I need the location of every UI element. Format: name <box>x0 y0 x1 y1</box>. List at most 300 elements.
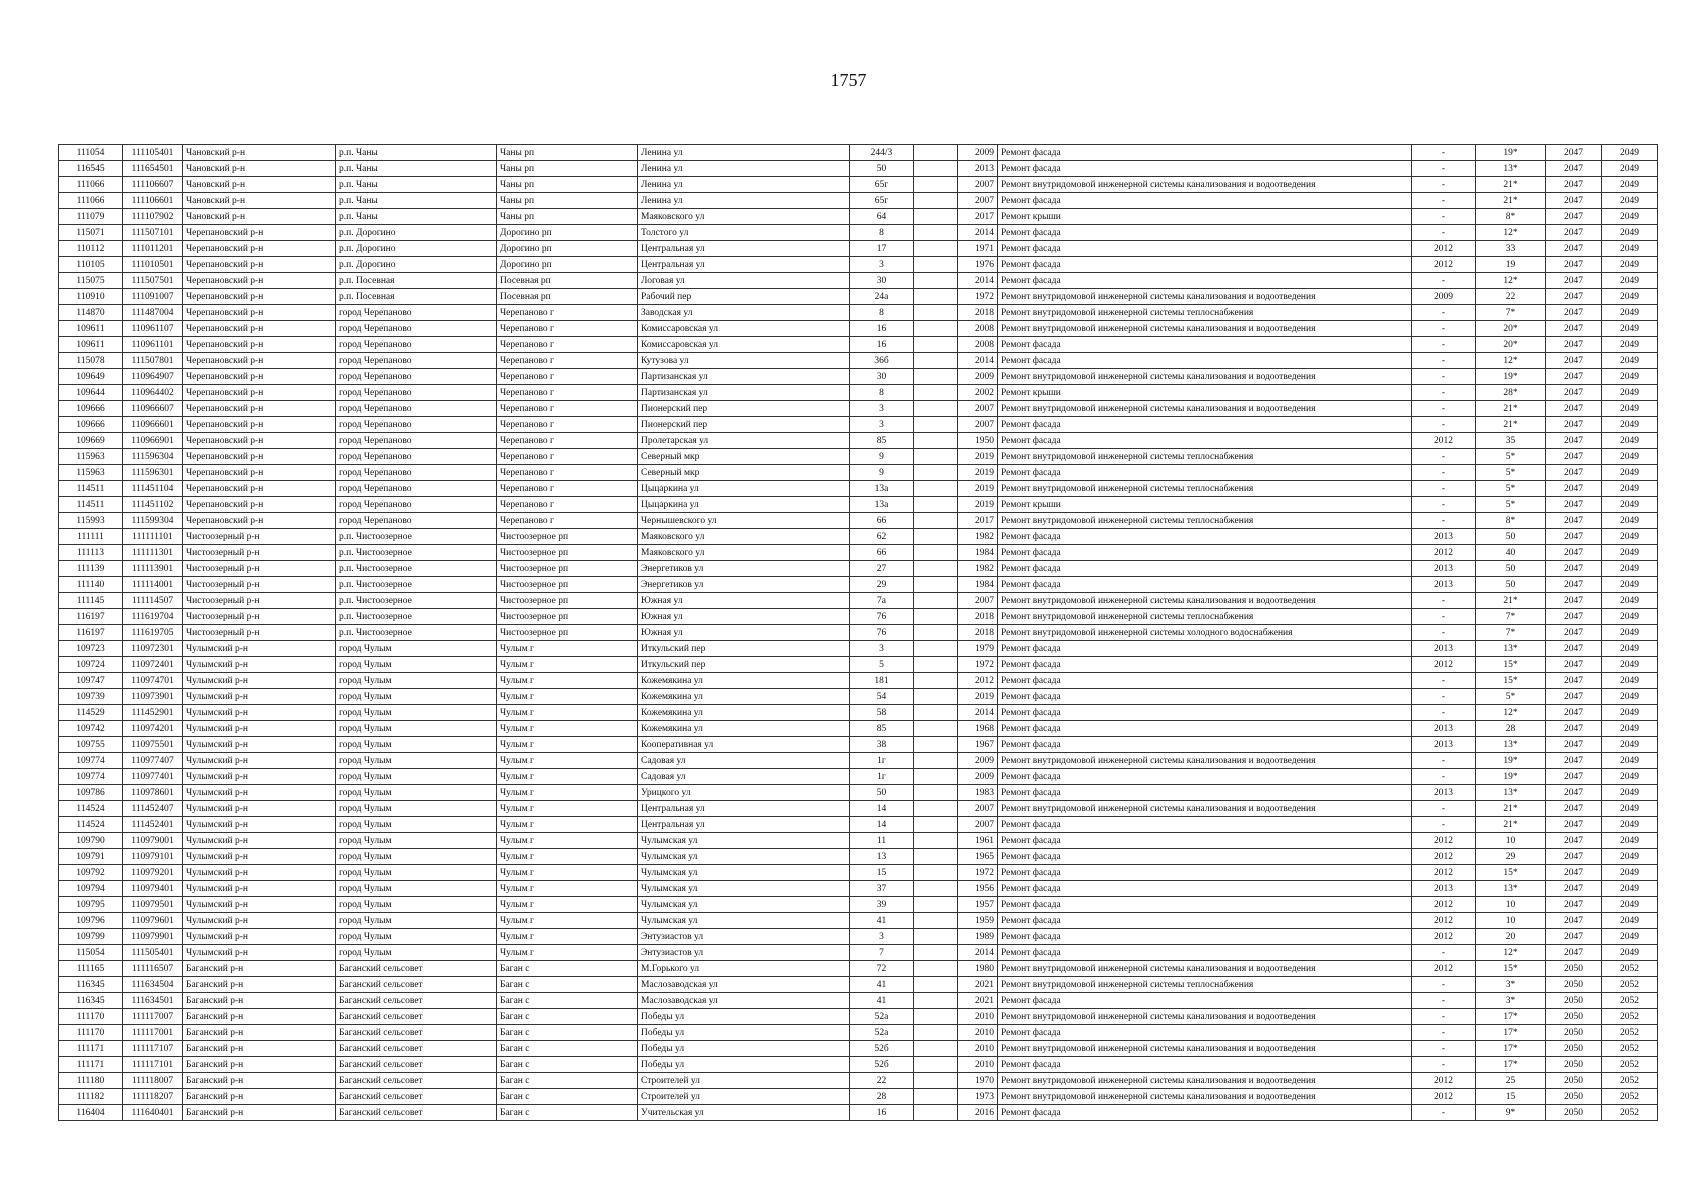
house-number-cell: 66 <box>850 513 914 529</box>
locality-cell: Черепаново г <box>497 369 638 385</box>
plan-end-year-cell: 2052 <box>1602 961 1658 977</box>
house-id-cell: 109799 <box>59 929 123 945</box>
work-code-cell: 111452401 <box>123 817 183 833</box>
last-repair-year-cell: - <box>1412 609 1476 625</box>
blank-cell-cell <box>914 161 958 177</box>
street-cell: Победы ул <box>638 1041 850 1057</box>
blank-cell-cell <box>914 433 958 449</box>
settlement-cell: Баганский сельсовет <box>336 977 497 993</box>
street-cell: Чулымская ул <box>638 913 850 929</box>
service-years-cell: 12* <box>1476 945 1546 961</box>
house-number-cell: 16 <box>850 1105 914 1121</box>
last-repair-year-cell: 2012 <box>1412 241 1476 257</box>
street-cell: Северный мкр <box>638 449 850 465</box>
build-year-cell: 1976 <box>958 257 998 273</box>
locality-cell: Черепаново г <box>497 433 638 449</box>
blank-cell-cell <box>914 561 958 577</box>
street-cell: Цыцаркина ул <box>638 497 850 513</box>
work-code-cell: 110964402 <box>123 385 183 401</box>
locality-cell: Чистоозерное рп <box>497 593 638 609</box>
work-type-cell: Ремонт крыши <box>998 385 1412 401</box>
service-years-cell: 20* <box>1476 337 1546 353</box>
house-id-cell: 109724 <box>59 657 123 673</box>
build-year-cell: 2007 <box>958 177 998 193</box>
service-years-cell: 19 <box>1476 257 1546 273</box>
plan-start-year-cell: 2047 <box>1546 817 1602 833</box>
work-type-cell: Ремонт фасада <box>998 705 1412 721</box>
blank-cell-cell <box>914 241 958 257</box>
house-id-cell: 111182 <box>59 1089 123 1105</box>
work-code-cell: 111111301 <box>123 545 183 561</box>
settlement-cell: Баганский сельсовет <box>336 993 497 1009</box>
house-number-cell: 13а <box>850 481 914 497</box>
table-row <box>59 737 1658 753</box>
settlement-cell: город Чулым <box>336 817 497 833</box>
house-id-cell: 111079 <box>59 209 123 225</box>
work-type-cell: Ремонт фасада <box>998 353 1412 369</box>
service-years-cell: 5* <box>1476 689 1546 705</box>
street-cell: Партизанская ул <box>638 369 850 385</box>
service-years-cell: 50 <box>1476 577 1546 593</box>
table-row <box>59 1025 1658 1041</box>
build-year-cell: 1971 <box>958 241 998 257</box>
street-cell: Чулымская ул <box>638 849 850 865</box>
table-row <box>59 481 1658 497</box>
last-repair-year-cell: - <box>1412 769 1476 785</box>
house-id-cell: 111165 <box>59 961 123 977</box>
street-cell: Ленина ул <box>638 145 850 161</box>
table-row <box>59 641 1658 657</box>
table-row <box>59 849 1658 865</box>
work-code-cell: 110973901 <box>123 689 183 705</box>
district-cell: Черепановский р-н <box>183 225 336 241</box>
build-year-cell: 2018 <box>958 305 998 321</box>
last-repair-year-cell: - <box>1412 1041 1476 1057</box>
last-repair-year-cell: - <box>1412 753 1476 769</box>
work-code-cell: 111452407 <box>123 801 183 817</box>
service-years-cell: 7* <box>1476 625 1546 641</box>
work-type-cell: Ремонт фасада <box>998 689 1412 705</box>
blank-cell-cell <box>914 865 958 881</box>
service-years-cell: 35 <box>1476 433 1546 449</box>
build-year-cell: 1968 <box>958 721 998 737</box>
repair-registry-table <box>58 144 1658 1121</box>
locality-cell: Чулым г <box>497 817 638 833</box>
street-cell: Заводская ул <box>638 305 850 321</box>
street-cell: Садовая ул <box>638 769 850 785</box>
district-cell: Чулымский р-н <box>183 913 336 929</box>
street-cell: Ленина ул <box>638 193 850 209</box>
plan-end-year-cell: 2049 <box>1602 609 1658 625</box>
plan-start-year-cell: 2047 <box>1546 577 1602 593</box>
blank-cell-cell <box>914 769 958 785</box>
plan-start-year-cell: 2047 <box>1546 705 1602 721</box>
plan-end-year-cell: 2049 <box>1602 161 1658 177</box>
district-cell: Чулымский р-н <box>183 849 336 865</box>
last-repair-year-cell: 2012 <box>1412 913 1476 929</box>
last-repair-year-cell: 2012 <box>1412 545 1476 561</box>
work-code-cell: 110966901 <box>123 433 183 449</box>
locality-cell: Дорогино рп <box>497 225 638 241</box>
settlement-cell: город Чулым <box>336 753 497 769</box>
district-cell: Чистоозерный р-н <box>183 609 336 625</box>
plan-end-year-cell: 2049 <box>1602 193 1658 209</box>
blank-cell-cell <box>914 849 958 865</box>
locality-cell: Чулым г <box>497 929 638 945</box>
plan-start-year-cell: 2047 <box>1546 721 1602 737</box>
house-number-cell: 29 <box>850 577 914 593</box>
table-row <box>59 865 1658 881</box>
plan-start-year-cell: 2047 <box>1546 177 1602 193</box>
service-years-cell: 5* <box>1476 497 1546 513</box>
build-year-cell: 1979 <box>958 641 998 657</box>
work-code-cell: 111634504 <box>123 977 183 993</box>
house-id-cell: 109644 <box>59 385 123 401</box>
district-cell: Черепановский р-н <box>183 465 336 481</box>
locality-cell: Чулым г <box>497 785 638 801</box>
house-id-cell: 109666 <box>59 401 123 417</box>
last-repair-year-cell: 2012 <box>1412 849 1476 865</box>
plan-start-year-cell: 2047 <box>1546 449 1602 465</box>
house-number-cell: 22 <box>850 1073 914 1089</box>
build-year-cell: 2014 <box>958 353 998 369</box>
locality-cell: Черепаново г <box>497 305 638 321</box>
work-type-cell: Ремонт внутридомовой инженерной системы канализования и водоотведения <box>998 369 1412 385</box>
work-code-cell: 111106607 <box>123 177 183 193</box>
plan-start-year-cell: 2047 <box>1546 321 1602 337</box>
last-repair-year-cell: - <box>1412 817 1476 833</box>
build-year-cell: 2019 <box>958 481 998 497</box>
build-year-cell: 2008 <box>958 337 998 353</box>
locality-cell: Чаны рп <box>497 161 638 177</box>
house-id-cell: 114524 <box>59 801 123 817</box>
district-cell: Чулымский р-н <box>183 753 336 769</box>
district-cell: Чистоозерный р-н <box>183 593 336 609</box>
house-number-cell: 8 <box>850 305 914 321</box>
street-cell: Маяковского ул <box>638 209 850 225</box>
service-years-cell: 12* <box>1476 225 1546 241</box>
settlement-cell: город Чулым <box>336 737 497 753</box>
district-cell: Черепановский р-н <box>183 241 336 257</box>
plan-start-year-cell: 2047 <box>1546 353 1602 369</box>
last-repair-year-cell: - <box>1412 673 1476 689</box>
locality-cell: Черепаново г <box>497 513 638 529</box>
work-type-cell: Ремонт фасада <box>998 273 1412 289</box>
blank-cell-cell <box>914 1089 958 1105</box>
house-number-cell: 7 <box>850 945 914 961</box>
build-year-cell: 2010 <box>958 1041 998 1057</box>
work-code-cell: 110964907 <box>123 369 183 385</box>
locality-cell: Чулым г <box>497 849 638 865</box>
table-row <box>59 657 1658 673</box>
work-type-cell: Ремонт фасада <box>998 849 1412 865</box>
district-cell: Черепановский р-н <box>183 433 336 449</box>
last-repair-year-cell: 2013 <box>1412 881 1476 897</box>
district-cell: Баганский р-н <box>183 1057 336 1073</box>
work-type-cell: Ремонт внутридомовой инженерной системы теплоснабжения <box>998 481 1412 497</box>
district-cell: Чановский р-н <box>183 145 336 161</box>
settlement-cell: город Чулым <box>336 833 497 849</box>
blank-cell-cell <box>914 481 958 497</box>
build-year-cell: 1970 <box>958 1073 998 1089</box>
service-years-cell: 15* <box>1476 865 1546 881</box>
house-number-cell: 50 <box>850 161 914 177</box>
table-row <box>59 561 1658 577</box>
service-years-cell: 28* <box>1476 385 1546 401</box>
work-code-cell: 111505401 <box>123 945 183 961</box>
plan-start-year-cell: 2047 <box>1546 833 1602 849</box>
work-code-cell: 111634501 <box>123 993 183 1009</box>
plan-start-year-cell: 2047 <box>1546 881 1602 897</box>
work-type-cell: Ремонт внутридомовой инженерной системы канализования и водоотведения <box>998 1073 1412 1089</box>
settlement-cell: город Черепаново <box>336 401 497 417</box>
service-years-cell: 19* <box>1476 769 1546 785</box>
work-code-cell: 111654501 <box>123 161 183 177</box>
build-year-cell: 2019 <box>958 465 998 481</box>
district-cell: Черепановский р-н <box>183 385 336 401</box>
district-cell: Черепановский р-н <box>183 273 336 289</box>
table-row <box>59 465 1658 481</box>
settlement-cell: р.п. Дорогино <box>336 257 497 273</box>
work-type-cell: Ремонт фасада <box>998 257 1412 273</box>
plan-end-year-cell: 2052 <box>1602 993 1658 1009</box>
plan-start-year-cell: 2047 <box>1546 929 1602 945</box>
last-repair-year-cell: - <box>1412 993 1476 1009</box>
plan-start-year-cell: 2047 <box>1546 241 1602 257</box>
house-id-cell: 109786 <box>59 785 123 801</box>
blank-cell-cell <box>914 1105 958 1121</box>
plan-end-year-cell: 2049 <box>1602 625 1658 641</box>
table-row <box>59 785 1658 801</box>
work-code-cell: 111117007 <box>123 1009 183 1025</box>
work-code-cell: 111452901 <box>123 705 183 721</box>
blank-cell-cell <box>914 593 958 609</box>
district-cell: Баганский р-н <box>183 993 336 1009</box>
build-year-cell: 1972 <box>958 289 998 305</box>
build-year-cell: 2021 <box>958 977 998 993</box>
district-cell: Черепановский р-н <box>183 321 336 337</box>
street-cell: М.Горького ул <box>638 961 850 977</box>
work-code-cell: 111118007 <box>123 1073 183 1089</box>
plan-end-year-cell: 2049 <box>1602 593 1658 609</box>
work-type-cell: Ремонт фасада <box>998 545 1412 561</box>
street-cell: Кутузова ул <box>638 353 850 369</box>
blank-cell-cell <box>914 273 958 289</box>
plan-start-year-cell: 2047 <box>1546 641 1602 657</box>
settlement-cell: город Чулым <box>336 897 497 913</box>
plan-end-year-cell: 2049 <box>1602 497 1658 513</box>
work-type-cell: Ремонт внутридомовой инженерной системы теплоснабжения <box>998 609 1412 625</box>
blank-cell-cell <box>914 705 958 721</box>
district-cell: Баганский р-н <box>183 1089 336 1105</box>
locality-cell: Чистоозерное рп <box>497 561 638 577</box>
locality-cell: Чулым г <box>497 769 638 785</box>
build-year-cell: 1967 <box>958 737 998 753</box>
service-years-cell: 50 <box>1476 561 1546 577</box>
build-year-cell: 2019 <box>958 689 998 705</box>
build-year-cell: 2010 <box>958 1057 998 1073</box>
table-row <box>59 433 1658 449</box>
district-cell: Черепановский р-н <box>183 401 336 417</box>
house-number-cell: 17 <box>850 241 914 257</box>
settlement-cell: город Чулым <box>336 673 497 689</box>
blank-cell-cell <box>914 305 958 321</box>
house-number-cell: 13 <box>850 849 914 865</box>
blank-cell-cell <box>914 657 958 673</box>
build-year-cell: 1957 <box>958 897 998 913</box>
plan-end-year-cell: 2049 <box>1602 513 1658 529</box>
house-number-cell: 14 <box>850 817 914 833</box>
plan-end-year-cell: 2049 <box>1602 689 1658 705</box>
settlement-cell: город Черепаново <box>336 321 497 337</box>
service-years-cell: 8* <box>1476 209 1546 225</box>
table-row <box>59 769 1658 785</box>
settlement-cell: город Чулым <box>336 721 497 737</box>
locality-cell: Чаны рп <box>497 209 638 225</box>
blank-cell-cell <box>914 1025 958 1041</box>
work-code-cell: 111507801 <box>123 353 183 369</box>
table-row <box>59 401 1658 417</box>
build-year-cell: 1961 <box>958 833 998 849</box>
settlement-cell: р.п. Чистоозерное <box>336 625 497 641</box>
locality-cell: Чистоозерное рп <box>497 545 638 561</box>
plan-end-year-cell: 2049 <box>1602 225 1658 241</box>
house-number-cell: 36б <box>850 353 914 369</box>
table-row <box>59 273 1658 289</box>
last-repair-year-cell: - <box>1412 689 1476 705</box>
street-cell: Южная ул <box>638 625 850 641</box>
plan-end-year-cell: 2049 <box>1602 945 1658 961</box>
locality-cell: Чистоозерное рп <box>497 529 638 545</box>
house-number-cell: 30 <box>850 369 914 385</box>
district-cell: Чистоозерный р-н <box>183 625 336 641</box>
house-number-cell: 3 <box>850 641 914 657</box>
service-years-cell: 5* <box>1476 465 1546 481</box>
build-year-cell: 2014 <box>958 945 998 961</box>
plan-start-year-cell: 2047 <box>1546 401 1602 417</box>
work-code-cell: 110961107 <box>123 321 183 337</box>
locality-cell: Черепаново г <box>497 385 638 401</box>
work-type-cell: Ремонт внутридомовой инженерной системы теплоснабжения <box>998 977 1412 993</box>
street-cell: Рабочий пер <box>638 289 850 305</box>
service-years-cell: 20* <box>1476 321 1546 337</box>
plan-end-year-cell: 2049 <box>1602 529 1658 545</box>
work-code-cell: 110979401 <box>123 881 183 897</box>
plan-end-year-cell: 2049 <box>1602 481 1658 497</box>
house-id-cell: 116404 <box>59 1105 123 1121</box>
street-cell: Кожемякина ул <box>638 673 850 689</box>
district-cell: Черепановский р-н <box>183 513 336 529</box>
last-repair-year-cell: 2012 <box>1412 657 1476 673</box>
last-repair-year-cell: - <box>1412 977 1476 993</box>
house-number-cell: 72 <box>850 961 914 977</box>
house-number-cell: 3 <box>850 417 914 433</box>
house-id-cell: 109666 <box>59 417 123 433</box>
blank-cell-cell <box>914 289 958 305</box>
work-type-cell: Ремонт внутридомовой инженерной системы канализования и водоотведения <box>998 593 1412 609</box>
district-cell: Чулымский р-н <box>183 945 336 961</box>
plan-start-year-cell: 2047 <box>1546 865 1602 881</box>
service-years-cell: 13* <box>1476 641 1546 657</box>
work-type-cell: Ремонт фасада <box>998 785 1412 801</box>
work-type-cell: Ремонт фасада <box>998 337 1412 353</box>
work-type-cell: Ремонт фасада <box>998 945 1412 961</box>
house-id-cell: 109774 <box>59 769 123 785</box>
house-number-cell: 3 <box>850 257 914 273</box>
plan-end-year-cell: 2049 <box>1602 385 1658 401</box>
table-row <box>59 833 1658 849</box>
plan-end-year-cell: 2049 <box>1602 817 1658 833</box>
locality-cell: Чистоозерное рп <box>497 609 638 625</box>
build-year-cell: 2014 <box>958 705 998 721</box>
build-year-cell: 1980 <box>958 961 998 977</box>
street-cell: Пионерский пер <box>638 401 850 417</box>
work-code-cell: 111118207 <box>123 1089 183 1105</box>
house-number-cell: 65г <box>850 177 914 193</box>
locality-cell: Черепаново г <box>497 401 638 417</box>
work-code-cell: 110978601 <box>123 785 183 801</box>
house-number-cell: 50 <box>850 785 914 801</box>
work-code-cell: 111451102 <box>123 497 183 513</box>
last-repair-year-cell: - <box>1412 1025 1476 1041</box>
settlement-cell: город Чулым <box>336 641 497 657</box>
plan-start-year-cell: 2047 <box>1546 417 1602 433</box>
plan-end-year-cell: 2049 <box>1602 305 1658 321</box>
service-years-cell: 13* <box>1476 881 1546 897</box>
work-type-cell: Ремонт фасада <box>998 833 1412 849</box>
table-row <box>59 257 1658 273</box>
locality-cell: Чулым г <box>497 753 638 769</box>
blank-cell-cell <box>914 993 958 1009</box>
plan-start-year-cell: 2047 <box>1546 465 1602 481</box>
street-cell: Кожемякина ул <box>638 705 850 721</box>
plan-start-year-cell: 2047 <box>1546 369 1602 385</box>
work-code-cell: 110961101 <box>123 337 183 353</box>
locality-cell: Чулым г <box>497 737 638 753</box>
build-year-cell: 1982 <box>958 529 998 545</box>
house-id-cell: 115071 <box>59 225 123 241</box>
last-repair-year-cell: - <box>1412 209 1476 225</box>
plan-end-year-cell: 2049 <box>1602 273 1658 289</box>
house-id-cell: 109611 <box>59 337 123 353</box>
house-id-cell: 109669 <box>59 433 123 449</box>
district-cell: Чулымский р-н <box>183 689 336 705</box>
blank-cell-cell <box>914 753 958 769</box>
table-row <box>59 305 1658 321</box>
locality-cell: Чулым г <box>497 833 638 849</box>
house-id-cell: 109755 <box>59 737 123 753</box>
blank-cell-cell <box>914 465 958 481</box>
build-year-cell: 2010 <box>958 1025 998 1041</box>
district-cell: Баганский р-н <box>183 1105 336 1121</box>
plan-end-year-cell: 2049 <box>1602 337 1658 353</box>
district-cell: Черепановский р-н <box>183 449 336 465</box>
table-row <box>59 353 1658 369</box>
table-row <box>59 497 1658 513</box>
blank-cell-cell <box>914 545 958 561</box>
work-code-cell: 111117001 <box>123 1025 183 1041</box>
table-row <box>59 385 1658 401</box>
house-number-cell: 39 <box>850 897 914 913</box>
work-type-cell: Ремонт фасада <box>998 465 1412 481</box>
last-repair-year-cell: 2012 <box>1412 961 1476 977</box>
street-cell: Победы ул <box>638 1025 850 1041</box>
district-cell: Баганский р-н <box>183 961 336 977</box>
work-type-cell: Ремонт крыши <box>998 209 1412 225</box>
blank-cell-cell <box>914 721 958 737</box>
house-number-cell: 3 <box>850 401 914 417</box>
house-number-cell: 11 <box>850 833 914 849</box>
